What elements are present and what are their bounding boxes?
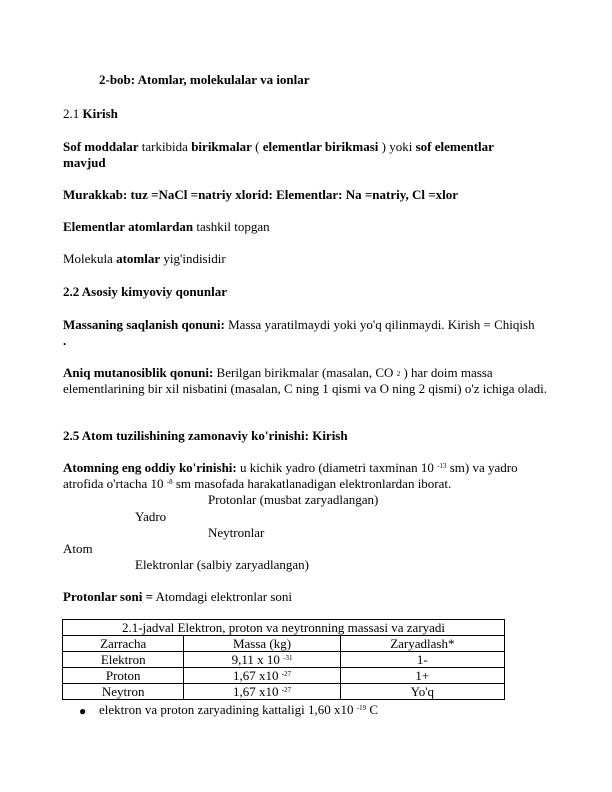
paragraph-elements: [63, 219, 553, 235]
column-header: Massa (kg): [184, 636, 340, 652]
mass-value: 1,67 x10: [232, 667, 282, 683]
text: yig'indisidir: [160, 251, 226, 266]
table-cell: [184, 652, 340, 668]
term: birikmalar: [191, 139, 252, 154]
paragraph-molecule: [63, 251, 553, 267]
chapter-title: 2-bob: Atomlar, molekulalar va ionlar: [99, 72, 310, 87]
term: sof elementlar mavjud: [63, 139, 494, 170]
section-2-2-heading: 2.2 Asosiy kimyoviy qonunlar: [63, 284, 227, 299]
table-row: [63, 684, 505, 700]
paragraph-mass-conservation: [63, 317, 541, 349]
text: tarkibida: [138, 139, 192, 154]
term: Sof moddalar: [63, 139, 139, 154]
text: Atomdagi elektronlar soni: [153, 589, 293, 604]
subscript: 2: [396, 370, 401, 378]
term: Aniq mutanosiblik qonuni:: [63, 365, 214, 380]
paragraph-protons-count: [63, 589, 553, 605]
paragraph-compound-example: Murakkab: tuz =NaCl =natriy xlorid: Elementlar: Na =natriy, Cl =xlor: [63, 187, 459, 202]
table-header-row: [63, 636, 505, 652]
table-cell: 1+: [340, 668, 504, 684]
table-row: [63, 668, 505, 684]
text: sm masofada harakatlanadigan elektronlardan iborat.: [172, 476, 452, 491]
label-atom: Atom: [63, 541, 93, 556]
column-header: Zarracha: [63, 636, 184, 652]
text: Berilgan birikmalar (masalan, CO: [213, 365, 397, 380]
table-cell: Neytron: [63, 684, 184, 700]
table-cell: Proton: [63, 668, 184, 684]
bullet-text: [99, 702, 378, 718]
table-cell: Elektron: [63, 652, 184, 668]
exponent: -27: [281, 685, 292, 694]
superscript: -13: [437, 462, 447, 470]
bullet-icon: ●: [79, 704, 87, 718]
table-cell: [184, 684, 340, 700]
term: atomlar: [116, 251, 161, 266]
paragraph-pure-substances: [63, 139, 533, 171]
label-electrons: Elektronlar (salbiy zaryadlangan): [135, 557, 309, 572]
text: .: [63, 333, 67, 348]
term: elementlar birikmasi: [262, 139, 379, 154]
label-neutrons: Neytronlar: [208, 525, 265, 540]
mass-value: 1,67 x10: [232, 683, 282, 699]
section-title: Kirish: [82, 106, 118, 121]
text: (: [251, 139, 263, 154]
particle-table: [62, 619, 505, 700]
table-cell: [184, 668, 340, 684]
table-row: [63, 652, 505, 668]
paragraph-atom-view: [63, 460, 555, 492]
section-2-1-heading: [63, 106, 553, 122]
label-protons: Protonlar (musbat zaryadlangan): [208, 492, 379, 507]
term: Massaning saqlanish qonuni:: [63, 317, 225, 332]
section-2-5-heading: 2.5 Atom tuzilishining zamonaviy ko'rinishi: Kirish: [63, 428, 348, 443]
mass-value: 9,11 x 10: [231, 651, 284, 667]
exponent: -27: [281, 669, 292, 678]
section-number: 2.1: [63, 106, 83, 121]
text: u kichik yadro (diametri taxminan 10: [236, 460, 438, 475]
text: Massa yaratilmaydi yoki yo'q qilinmaydi. Kirish = Chiqish: [224, 317, 535, 332]
text: sm) va yadro atrofida o'rtacha 10: [63, 460, 518, 491]
exponent: -31: [283, 653, 293, 662]
table-cell: 1-: [340, 652, 504, 668]
term: Protonlar soni =: [63, 589, 153, 604]
text: tashkil topgan: [193, 219, 270, 234]
term: Elementlar atomlardan: [63, 219, 194, 234]
table-caption-row: [63, 620, 505, 636]
text: elektron va proton zaryadining kattaligi 1,60 x10: [99, 702, 357, 717]
superscript: -8: [166, 478, 173, 486]
label-nucleus: Yadro: [135, 509, 167, 524]
table-cell: Yo'q: [340, 684, 504, 700]
text: C: [366, 702, 379, 717]
exponent: -19: [356, 704, 367, 712]
term: Atomning eng oddiy ko'rinishi:: [63, 460, 237, 475]
text: Molekula: [63, 251, 117, 266]
column-header: Zaryadlash*: [340, 636, 504, 652]
text: ) har doim massa elementlarining bir xil nisbatini (masalan, C ning 1 qismi va O ning 2 qismi) o'z ichiga oladi.: [63, 365, 547, 396]
table-caption: 2.1-jadval Elektron, proton va neytronning massasi va zaryadi: [63, 620, 505, 636]
paragraph-definite-proportions: [63, 365, 548, 397]
text: ) yoki: [378, 139, 416, 154]
